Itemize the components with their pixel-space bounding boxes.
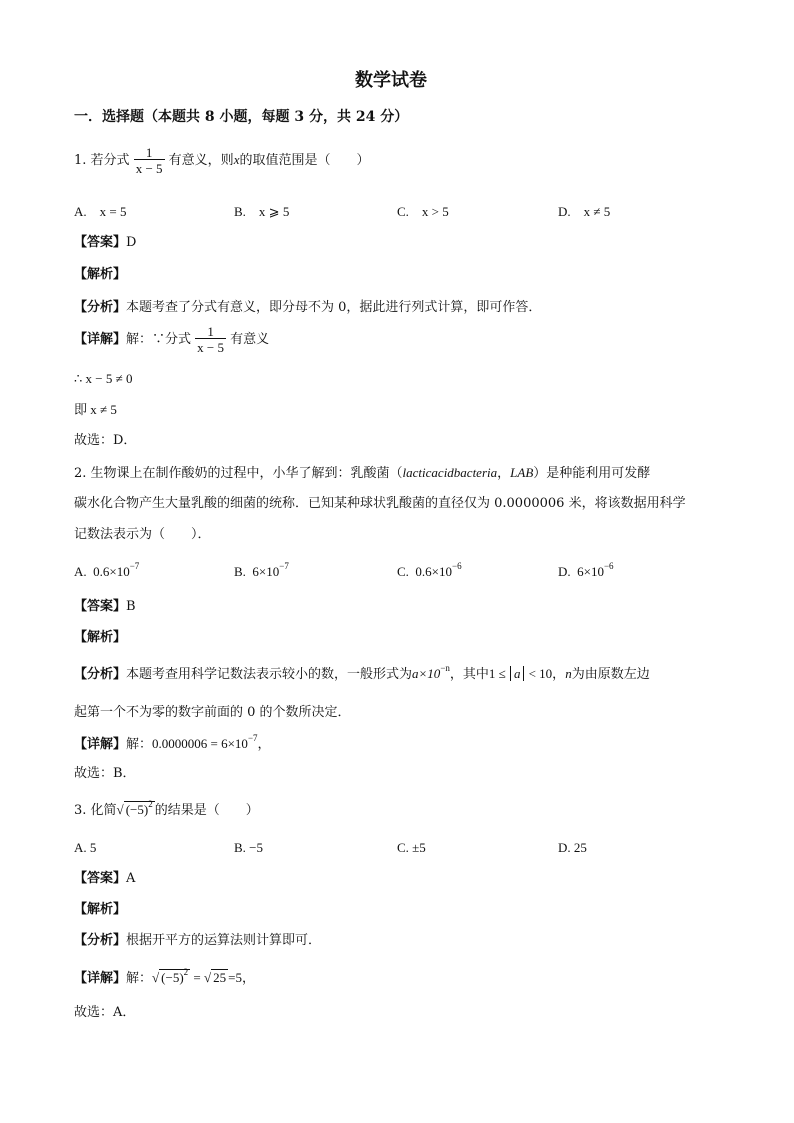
q2-fenxi-b: ，其中 bbox=[449, 667, 489, 682]
q3-stem-suffix: 的结果是（ ） bbox=[154, 803, 259, 818]
q2-option-d: D. $6\times 10^{-6}$ bbox=[558, 561, 614, 579]
q2-analysis-label: 【解析】 bbox=[74, 630, 127, 645]
q3-option-b: B. −5 bbox=[234, 840, 264, 855]
q2-fenxi-line2: 起第一个不为零的数字前面的 0 的个数所决定． bbox=[74, 705, 351, 720]
q1-frac-den: x − 5 bbox=[135, 161, 163, 176]
q3-fenxi-label: 【分析】 bbox=[74, 933, 127, 948]
q2-fenxi-label: 【分析】 bbox=[74, 667, 127, 682]
q1-stem-end: 的取值范围是（ ） bbox=[239, 153, 370, 168]
q3-xiangjie-prefix: 解： bbox=[126, 971, 153, 986]
q1-xiangjie-prefix: 解：∵分式 bbox=[126, 332, 192, 347]
q2-xiangjie bbox=[74, 733, 271, 752]
q1-answer-value: D bbox=[126, 235, 137, 250]
q1-answer bbox=[74, 236, 136, 249]
q1-xiangjie-frac-den: x − 5 bbox=[197, 340, 225, 355]
q2-line1-end: ）是种能利用可发酵 bbox=[533, 466, 651, 481]
q2-fenxi-c: ， bbox=[552, 667, 566, 682]
q1-option-c: C. x > 5 bbox=[397, 204, 449, 219]
q3-xiangjie-sqrt2: √ 25 bbox=[204, 970, 227, 985]
q3-option-d: D. 25 bbox=[558, 840, 587, 855]
q3-stem-prefix: 3. 化简 bbox=[74, 803, 117, 818]
q3-conclusion: 故选：A． bbox=[74, 1005, 136, 1020]
q2-conclusion: 故选：B． bbox=[74, 766, 136, 781]
q2-option-a: A. $0.6\times 10^{-7}$ bbox=[74, 561, 140, 579]
q1-conclusion: 故选：D． bbox=[74, 433, 137, 448]
q1-option-b: B. x ⩾ 5 bbox=[234, 204, 290, 219]
q1-xiangjie-frac-num: 1 bbox=[207, 324, 214, 339]
q2-fenxi-exp: −n bbox=[440, 663, 450, 673]
q2-fenxi-a: 本题考查用科学记数法表示较小的数，一般形式为 bbox=[126, 667, 413, 682]
section-header: 一．选择题（本题共 8 小题，每题 3 分，共 24 分） bbox=[74, 109, 409, 125]
q1-xiangjie-fraction bbox=[195, 325, 226, 354]
q1-var: x bbox=[233, 152, 240, 167]
q2-lab: LAB bbox=[510, 465, 534, 480]
q2-fenxi-abs-a: a bbox=[510, 666, 525, 681]
q2-option-c: C. $0.6\times 10^{-6}$ bbox=[397, 561, 462, 579]
q2-latin-name: lacticacidbacteria bbox=[402, 465, 498, 480]
q3-answer-label: 【答案】 bbox=[74, 871, 127, 886]
q2-stem-line2: 碳水化合物产生大量乳酸的细菌的统称．已知某种球状乳酸菌的直径仅为 0.0000006 米，将该数据用科学 bbox=[74, 496, 686, 511]
q1-stem bbox=[74, 146, 369, 175]
q3-xiangjie-result: =5， bbox=[228, 970, 255, 985]
q2-fenxi-range-b: < 10 bbox=[528, 666, 553, 681]
q3-answer bbox=[74, 872, 135, 885]
q3-xiangjie bbox=[74, 967, 255, 986]
q3-option-a: A. 5 bbox=[74, 840, 97, 855]
q2-fenxi-range-a: 1 ≤ bbox=[488, 666, 506, 681]
q1-stem-suffix: 有意义，则 bbox=[168, 153, 234, 168]
q1-fraction bbox=[134, 146, 165, 175]
q2-line1-text: 2. 生物课上在制作酸奶的过程中，小华了解到：乳酸菌（ bbox=[74, 466, 403, 481]
q1-fenxi-label: 【分析】 bbox=[74, 300, 127, 315]
q2-stem-line1: 2. 生物课上在制作酸奶的过程中，小华了解到：乳酸菌（lacticacidbacteria，LAB）是种能利用可发酵 bbox=[74, 465, 651, 481]
q1-option-d: D. x ≠ 5 bbox=[558, 204, 611, 219]
q2-xiangjie-exp: −7 bbox=[247, 733, 258, 743]
q2-fenxi bbox=[74, 663, 650, 682]
q1-answer-label: 【答案】 bbox=[74, 235, 127, 250]
q1-xiangjie-label: 【详解】 bbox=[74, 332, 127, 347]
q3-xiangjie-label: 【详解】 bbox=[74, 971, 127, 986]
q1-xiangjie bbox=[74, 325, 269, 354]
q3-fenxi-text: 根据开平方的运算法则计算即可． bbox=[126, 933, 322, 948]
q2-xiangjie-end: ， bbox=[257, 737, 271, 752]
q2-stem-line3: 记数法表示为（ ）． bbox=[74, 527, 211, 542]
q3-fenxi bbox=[74, 934, 321, 947]
q2-answer-label: 【答案】 bbox=[74, 599, 127, 614]
q1-frac-num: 1 bbox=[145, 145, 153, 160]
q2-xiangjie-label: 【详解】 bbox=[74, 737, 127, 752]
q3-option-c: C. ±5 bbox=[397, 840, 426, 855]
q3-answer-value: A bbox=[126, 871, 136, 886]
q3-xiangjie-sqrt1: √ $(-5)^2$ bbox=[152, 967, 189, 985]
q3-analysis-label: 【解析】 bbox=[74, 902, 127, 917]
q1-xiangjie-suffix: 有意义 bbox=[230, 332, 270, 347]
q3-sqrt: √ $(-5)^2$ bbox=[116, 799, 153, 817]
q1-step2: 即 x ≠ 5 bbox=[74, 402, 117, 417]
q2-option-b: B. $6\times 10^{-7}$ bbox=[234, 561, 289, 579]
q1-fenxi-text: 本题考查了分式有意义，即分母不为 0，据此进行列式计算，即可作答． bbox=[126, 300, 542, 315]
q1-step1: ∴ x − 5 ≠ 0 bbox=[74, 371, 133, 386]
q1-option-a: A. x = 5 bbox=[74, 204, 127, 219]
q2-fenxi-d: 为由原数左边 bbox=[571, 667, 650, 682]
q3-xiangjie-eq: = bbox=[190, 970, 205, 985]
q2-xiangjie-text: 解：0.0000006 = 6×10 bbox=[126, 736, 248, 751]
q1-analysis-label: 【解析】 bbox=[74, 267, 127, 282]
q2-answer bbox=[74, 600, 136, 613]
q2-answer-value: B bbox=[126, 599, 136, 614]
q1-fenxi bbox=[74, 301, 541, 314]
q1-stem-prefix: 1. 若分式 bbox=[74, 153, 130, 168]
q2-fenxi-n: n bbox=[565, 666, 572, 681]
page-title: 数学试卷 bbox=[355, 70, 427, 91]
q2-fenxi-formula: a×10 bbox=[412, 666, 441, 681]
q3-stem bbox=[74, 799, 259, 818]
